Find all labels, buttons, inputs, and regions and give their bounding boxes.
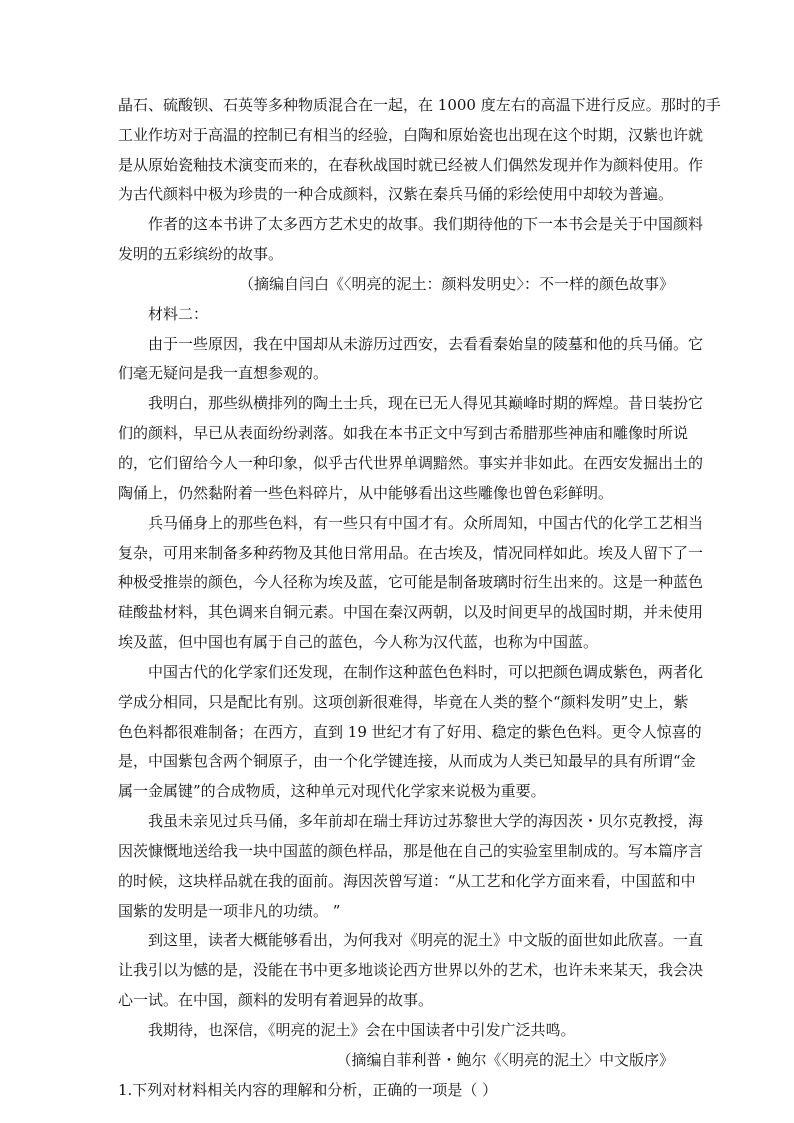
paragraph-line: 由于一些原因，我在中国却从未游历过西安，去看看秦始皇的陵墓和他的兵马俑。它 xyxy=(148,335,704,353)
paragraph-line: 作者的这本书讲了太多西方艺术史的故事。我们期待他的下一本书会是关于中国颜料 xyxy=(148,215,704,233)
paragraph-line: 为古代颜料中极为珍贵的一种合成颜料，汉紫在秦兵马俑的彩绘使用中却较为普遍。 xyxy=(118,185,674,203)
question-stem: 1.下列对材料相关内容的理解和分析，正确的一项是（ ） xyxy=(118,1081,498,1099)
paragraph-line: 我虽未亲见过兵马俑，多年前却在瑞士拜访过苏黎世大学的海因茨・贝尔克教授，海 xyxy=(148,812,704,830)
paragraph-line: 的时候，这块样品就在我的面前。海因茨曾写道：“从工艺和化学方面来看，中国蓝和中 xyxy=(118,872,696,890)
paragraph-line: 兵马俑身上的那些色料，有一些只有中国才有。众所周知，中国古代的化学工艺相当 xyxy=(148,514,704,532)
paragraph-line: 中国古代的化学家们还发现，在制作这种蓝色色料时，可以把颜色调成紫色，两者化 xyxy=(148,663,704,681)
paragraph-line: 陶俑上，仍然黏附着一些色料碎片，从中能够看出这些雕像也曾色彩鲜明。 xyxy=(118,484,614,502)
material-heading: 材料二： xyxy=(148,305,209,323)
paragraph-line: 到这里，读者大概能够看出，为何我对《明亮的泥土》中文版的面世如此欣喜。一直 xyxy=(148,931,704,949)
paragraph-line: 国紫的发明是一项非凡的功绩。 ” xyxy=(118,902,341,920)
paragraph-line: 发明的五彩缤纷的故事。 xyxy=(118,245,284,263)
paragraph-line: 们的颜料，早已从表面纷纷剥落。如我在本书正文中写到古希腊那些神庙和雕像时所说 xyxy=(118,424,689,442)
paragraph-line: 种极受推崇的颜色，今人径称为埃及蓝，它可能是制备玻璃时衍生出来的。这是一种蓝色 xyxy=(118,573,704,591)
paragraph-line: 属一金属键”的合成物质，这种单元对现代化学家来说极为重要。 xyxy=(118,782,546,800)
paragraph-line: 的，它们留给今人一种印象，似乎古代世界单调黯然。事实并非如此。在西安发掘出土的 xyxy=(118,454,704,472)
paragraph-line: 埃及蓝，但中国也有属于自己的蓝色，今人称为汉代蓝，也称为中国蓝。 xyxy=(118,633,599,651)
source-citation: （摘编自闫白《〈明亮的泥土：颜料发明史〉：不一样的颜色故事》 xyxy=(238,275,674,293)
paragraph-line: 是从原始瓷釉技术演变而来的，在春秋战国时就已经被人们偶然发现并作为颜料使用。作 xyxy=(118,156,704,174)
paragraph-line: 复杂，可用来制备多种药物及其他日常用品。在古埃及，情况同样如此。埃及人留下了一 xyxy=(118,544,704,562)
paragraph-line: 们毫无疑问是我一直想参观的。 xyxy=(118,364,329,382)
paragraph-line: 让我引以为憾的是，没能在书中更多地谈论西方世界以外的艺术，也许未来某天，我会决 xyxy=(118,961,704,979)
paragraph-line: 晶石、硫酸钡、石英等多种物质混合在一起，在 1000 度左右的高温下进行反应。那时的手 xyxy=(118,96,721,114)
paragraph-line: 硅酸盐材料，其色调来自铜元素。中国在秦汉两朝，以及时间更早的战国时期，并未使用 xyxy=(118,603,704,621)
paragraph-line: 是，中国紫包含两个铜原子，由一个化学键连接，从而成为人类已知最早的具有所谓“金 xyxy=(118,752,696,770)
paragraph-line: 因茨慷慨地送给我一块中国蓝的颜色样品，那是他在自己的实验室里制成的。写本篇序言 xyxy=(118,842,704,860)
paragraph-line: 我期待，也深信，《明亮的泥土》会在中国读者中引发广泛共鸣。 xyxy=(148,1021,576,1039)
paragraph-line: 色色料都很难制备；在西方，直到 19 世纪才有了好用、稳定的紫色色料。更令人惊喜的 xyxy=(118,723,702,741)
paragraph-line: 学成分相同，只是配比有别。这项创新很难得，毕竟在人类的整个“颜料发明”史上，紫 xyxy=(118,693,689,711)
paragraph-line: 心一试。在中国，颜料的发明有着迥异的故事。 xyxy=(118,991,434,1009)
paragraph-line: 我明白，那些纵横排列的陶土士兵，现在已无人得见其巅峰时期的辉煌。昔日装扮它 xyxy=(148,394,704,412)
source-citation: （摘编自菲利普・鲍尔《〈明亮的泥土〉中文版序》 xyxy=(336,1051,674,1069)
paragraph-line: 工业作坊对于高温的控制已有相当的经验，白陶和原始瓷也出现在这个时期，汉紫也许就 xyxy=(118,126,704,144)
